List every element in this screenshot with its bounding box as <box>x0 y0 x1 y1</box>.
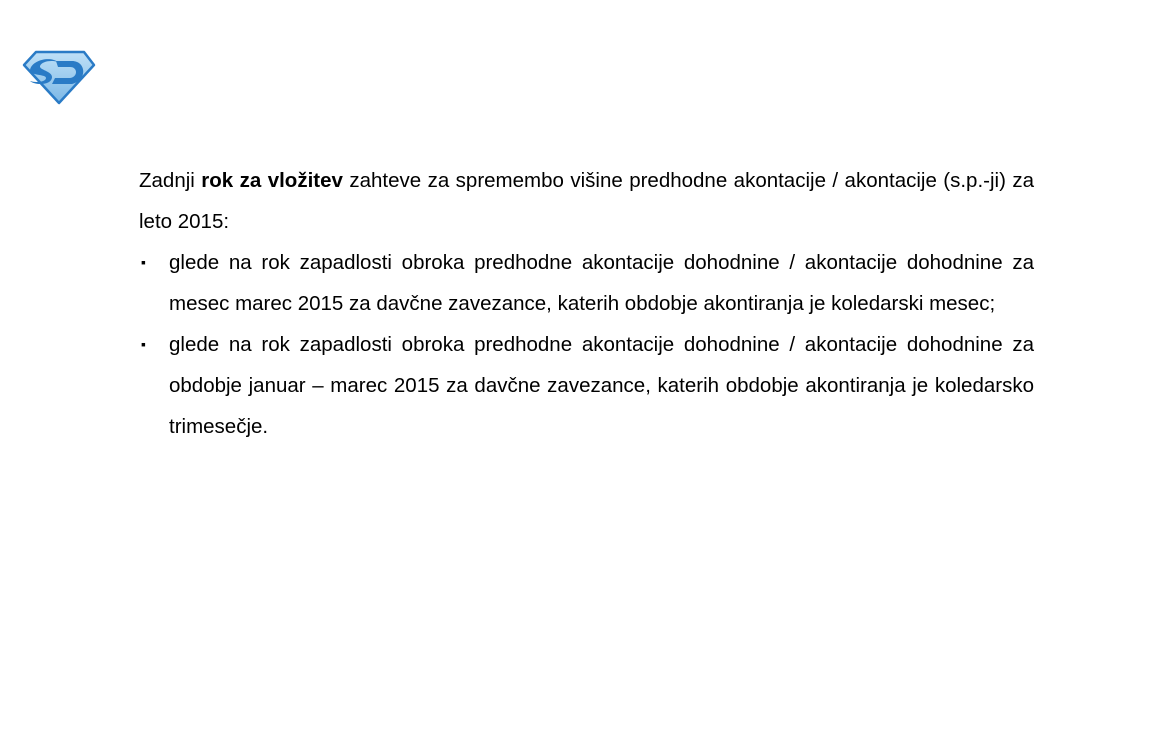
sd-shield-logo-icon <box>22 48 96 106</box>
list-item <box>139 324 1034 447</box>
bullet-list <box>139 242 1034 447</box>
document-body <box>139 160 1034 447</box>
list-item <box>139 242 1034 324</box>
bullet-square-icon: ▪ <box>141 254 146 270</box>
intro-text-start: Zadnji <box>139 169 202 192</box>
intro-bold-deadline: rok za vložitev <box>201 169 343 192</box>
intro-paragraph <box>139 160 1034 242</box>
bullet-text: glede na rok zapadlosti obroka predhodne akontacije dohodnine / akontacije dohodnine za obdobje januar – marec 2015 za davčne zavezance, katerih obdobje akontiranja je koledarsko trimesečje. <box>169 333 1034 438</box>
bullet-square-icon: ▪ <box>141 336 146 352</box>
bullet-text: glede na rok zapadlosti obroka predhodne akontacije dohodnine / akontacije dohodnine za mesec marec 2015 za davčne zavezance, katerih obdobje akontiranja je koledarski mesec; <box>169 251 1034 315</box>
intro-text-end: zahteve za spremembo višine predhodne akontacije / akontacije (s.p.-ji) za leto 2015: <box>139 169 1035 233</box>
